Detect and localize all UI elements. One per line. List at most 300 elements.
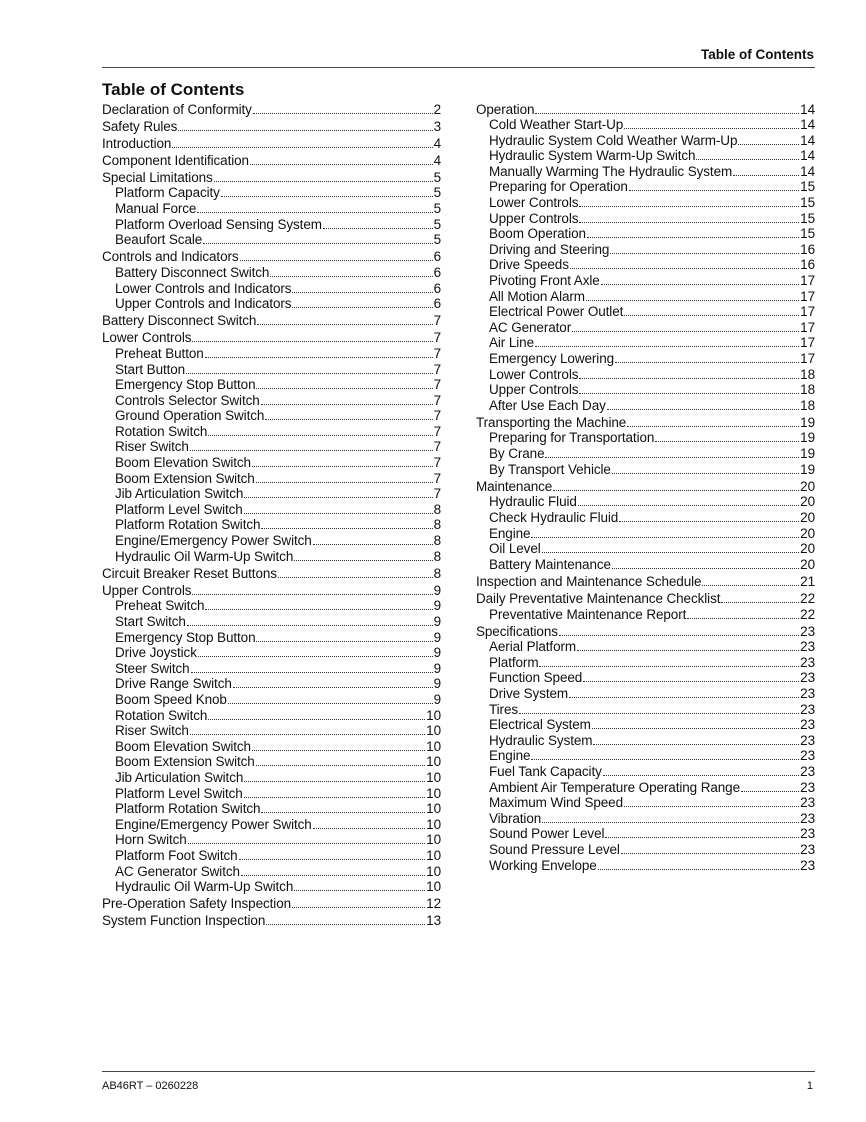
toc-entry-page: 9 xyxy=(433,691,441,707)
toc-entry-page: 9 xyxy=(433,629,441,645)
toc-entry[interactable] xyxy=(102,119,441,135)
toc-entry-page: 9 xyxy=(433,614,441,629)
toc-subentry[interactable] xyxy=(476,541,815,557)
dot-leader xyxy=(292,906,425,908)
toc-entry-page: 9 xyxy=(433,598,441,614)
dot-leader xyxy=(531,758,799,760)
dot-leader xyxy=(208,718,425,720)
toc-entry-page: 5 xyxy=(433,216,441,232)
toc-subentry[interactable] xyxy=(102,377,441,393)
dot-leader xyxy=(535,345,799,347)
toc-entry-label: Function Speed xyxy=(489,670,583,686)
dot-leader xyxy=(313,827,425,829)
toc-entry-label: Inspection and Maintenance Schedule xyxy=(476,573,702,589)
toc-entry-page: 17 xyxy=(800,335,815,351)
toc-entry-label: Hydraulic System xyxy=(489,732,593,748)
toc-entry-page: 6 xyxy=(433,264,441,280)
toc-entry-label: Drive Speeds xyxy=(489,257,569,273)
toc-entry-page: 10 xyxy=(426,832,441,848)
toc-entry-page: 23 xyxy=(800,779,815,795)
dot-leader xyxy=(292,291,432,293)
toc-entry[interactable] xyxy=(102,583,441,599)
toc-entry[interactable] xyxy=(102,913,441,929)
toc-subentry[interactable] xyxy=(102,879,441,895)
toc-entry[interactable] xyxy=(102,896,441,912)
toc-entry-label: Hydraulic Oil Warm-Up Switch xyxy=(115,548,294,564)
dot-leader xyxy=(592,727,799,729)
toc-entry-label: Emergency Stop Button xyxy=(115,377,256,393)
toc-subentry[interactable] xyxy=(102,296,441,312)
toc-subentry[interactable] xyxy=(102,408,441,424)
toc-entry-page: 7 xyxy=(433,361,441,377)
toc-subentry[interactable] xyxy=(476,133,815,149)
toc-subentry[interactable] xyxy=(476,117,815,133)
dot-leader xyxy=(624,314,799,316)
toc-subentry[interactable] xyxy=(476,607,815,623)
toc-subentry[interactable] xyxy=(102,754,441,770)
toc-entry[interactable] xyxy=(102,330,441,346)
toc-entry-page: 4 xyxy=(433,152,441,168)
toc-entry-label: Horn Switch xyxy=(115,832,187,848)
header-rule xyxy=(102,67,815,68)
toc-subentry[interactable] xyxy=(102,598,441,614)
dot-leader xyxy=(624,805,799,807)
toc-entry[interactable] xyxy=(476,415,815,431)
toc-entry-page: 15 xyxy=(800,210,815,226)
toc-subentry[interactable] xyxy=(476,382,815,398)
toc-entry-label: Pre-Operation Safety Inspection xyxy=(102,896,292,912)
toc-entry-label: Cold Weather Start-Up xyxy=(489,117,624,133)
toc-entry-label: Battery Disconnect Switch xyxy=(115,264,270,280)
toc-entry-label: After Use Each Day xyxy=(489,397,606,413)
toc-subentry[interactable] xyxy=(476,842,815,858)
toc-subentry[interactable] xyxy=(476,273,815,289)
dot-leader xyxy=(579,377,799,379)
toc-subentry[interactable] xyxy=(476,148,815,164)
toc-entry[interactable] xyxy=(476,102,815,118)
toc-subentry[interactable] xyxy=(102,848,441,864)
toc-subentry[interactable] xyxy=(102,362,441,378)
toc-entry-page: 10 xyxy=(426,785,441,801)
dot-leader xyxy=(579,221,799,223)
dot-leader xyxy=(188,842,425,844)
toc-subentry[interactable] xyxy=(102,832,441,848)
dot-leader xyxy=(208,434,432,436)
toc-subentry[interactable] xyxy=(476,702,815,718)
toc-entry-page: 6 xyxy=(433,280,441,296)
toc-subentry[interactable] xyxy=(102,817,441,833)
toc-subentry[interactable] xyxy=(476,289,815,305)
toc-entry-label: Declaration of Conformity xyxy=(102,101,252,117)
dot-leader xyxy=(256,481,433,483)
toc-subentry[interactable] xyxy=(476,430,815,446)
toc-entry-label: Controls Selector Switch xyxy=(115,392,260,408)
dot-leader xyxy=(702,584,799,586)
toc-entry-page: 23 xyxy=(800,857,815,873)
toc-entry-page: 13 xyxy=(426,913,441,929)
toc-entry-page: 20 xyxy=(800,525,815,541)
toc-entry-label: Riser Switch xyxy=(115,439,189,455)
dot-leader xyxy=(531,536,799,538)
toc-entry-label: Daily Preventative Maintenance Checklist xyxy=(476,590,721,606)
dot-leader xyxy=(178,129,432,131)
toc-entry-label: Circuit Breaker Reset Buttons xyxy=(102,565,277,581)
dot-leader xyxy=(270,275,432,277)
toc-entry-label: Hydraulic Fluid xyxy=(489,494,577,510)
running-header-title: Table of Contents xyxy=(701,47,814,62)
toc-subentry[interactable] xyxy=(102,864,441,880)
toc-subentry[interactable] xyxy=(102,723,441,739)
toc-subentry[interactable] xyxy=(102,281,441,297)
toc-entry[interactable] xyxy=(476,479,815,495)
toc-subentry[interactable] xyxy=(102,549,441,565)
dot-leader xyxy=(239,858,426,860)
toc-subentry[interactable] xyxy=(476,179,815,195)
dot-leader xyxy=(586,299,799,301)
dot-leader xyxy=(252,749,425,751)
toc-subentry[interactable] xyxy=(476,686,815,702)
dot-leader xyxy=(233,686,433,688)
toc-entry-page: 5 xyxy=(433,232,441,248)
toc-entry-label: Manually Warming The Hydraulic System xyxy=(489,163,733,179)
dot-leader xyxy=(598,868,799,870)
toc-entry-label: Lower Controls xyxy=(102,330,192,346)
toc-entry-label: Start Switch xyxy=(115,614,186,629)
toc-subentry[interactable] xyxy=(102,471,441,487)
toc-entry[interactable] xyxy=(102,249,441,265)
toc-entry-page: 23 xyxy=(800,717,815,733)
toc-entry-label: Electrical Power Outlet xyxy=(489,304,624,320)
toc-entry-label: Boom Extension Switch xyxy=(115,754,255,770)
toc-entry-page: 10 xyxy=(426,769,441,785)
toc-subentry[interactable] xyxy=(102,201,441,217)
toc-entry-page: 3 xyxy=(433,118,441,134)
toc-subentry[interactable] xyxy=(476,717,815,733)
toc-subentry[interactable] xyxy=(476,398,815,414)
dot-leader xyxy=(559,634,799,636)
toc-entry-page: 9 xyxy=(433,660,441,676)
dot-leader xyxy=(197,211,432,213)
dot-leader xyxy=(733,174,799,176)
toc-entry-label: System Function Inspection xyxy=(102,913,266,929)
toc-subentry[interactable] xyxy=(102,185,441,201)
toc-subentry[interactable] xyxy=(476,733,815,749)
toc-subentry[interactable] xyxy=(476,748,815,764)
toc-subentry[interactable] xyxy=(102,393,441,409)
dot-leader xyxy=(253,112,433,114)
dot-leader xyxy=(605,836,799,838)
toc-entry-page: 15 xyxy=(800,226,815,242)
toc-entry-page: 18 xyxy=(800,382,815,398)
toc-entry-page: 18 xyxy=(800,366,815,382)
toc-entry-label: Engine xyxy=(489,748,531,764)
dot-leader xyxy=(244,796,425,798)
toc-entry-page: 23 xyxy=(800,810,815,826)
toc-entry-label: By Crane xyxy=(489,446,545,462)
toc-subentry[interactable] xyxy=(476,811,815,827)
toc-subentry[interactable] xyxy=(102,232,441,248)
toc-entry[interactable] xyxy=(102,102,441,118)
toc-entry-label: Engine/Emergency Power Switch xyxy=(115,533,312,549)
toc-entry-label: Vibration xyxy=(489,810,542,826)
footer-page-number: 1 xyxy=(806,1080,813,1092)
toc-entry-label: Controls and Indicators xyxy=(102,249,239,265)
toc-entry-page: 17 xyxy=(800,273,815,289)
toc-subentry[interactable] xyxy=(102,630,441,646)
toc-subentry[interactable] xyxy=(102,770,441,786)
toc-entry-label: Engine/Emergency Power Switch xyxy=(115,816,312,832)
toc-entry-label: Hydraulic System Cold Weather Warm-Up xyxy=(489,132,738,148)
toc-subentry[interactable] xyxy=(102,786,441,802)
toc-entry-page: 7 xyxy=(433,377,441,393)
toc-entry-page: 10 xyxy=(426,723,441,739)
toc-entry-label: Upper Controls and Indicators xyxy=(115,296,292,312)
toc-entry-page: 23 xyxy=(800,763,815,779)
toc-subentry[interactable] xyxy=(102,439,441,455)
dot-leader xyxy=(241,874,425,876)
toc-subentry[interactable] xyxy=(476,446,815,462)
toc-subentry[interactable] xyxy=(476,557,815,573)
toc-subentry[interactable] xyxy=(102,265,441,281)
toc-entry[interactable] xyxy=(476,624,815,640)
toc-entry-page: 19 xyxy=(800,461,815,477)
toc-entry-label: Preparing for Transportation xyxy=(489,430,655,446)
toc-entry-label: Upper Controls xyxy=(489,382,579,398)
dot-leader xyxy=(603,774,799,776)
toc-entry-page: 20 xyxy=(800,541,815,557)
dot-leader xyxy=(545,456,799,458)
toc-subentry[interactable] xyxy=(476,304,815,320)
toc-subentry[interactable] xyxy=(476,335,815,351)
dot-leader xyxy=(294,889,425,891)
dot-leader xyxy=(572,330,799,332)
toc-entry-page: 19 xyxy=(800,430,815,446)
toc-entry[interactable] xyxy=(102,313,441,329)
toc-entry-label: Lower Controls xyxy=(489,366,579,382)
toc-subentry[interactable] xyxy=(476,367,815,383)
dot-leader xyxy=(252,465,433,467)
toc-entry-page: 23 xyxy=(800,748,815,764)
toc-subentry[interactable] xyxy=(102,645,441,661)
dot-leader xyxy=(579,392,799,394)
dot-leader xyxy=(627,425,799,427)
toc-entry-label: Riser Switch xyxy=(115,723,189,739)
dot-leader xyxy=(624,127,799,129)
dot-leader xyxy=(192,340,432,342)
toc-entry-label: Check Hydraulic Fluid xyxy=(489,509,619,525)
dot-leader xyxy=(240,259,433,261)
toc-entry-label: Specifications xyxy=(476,623,558,639)
toc-subentry[interactable] xyxy=(102,486,441,502)
toc-entry-page: 23 xyxy=(800,841,815,857)
toc-subentry[interactable] xyxy=(476,164,815,180)
toc-subentry[interactable] xyxy=(102,533,441,549)
toc-entry-label: Hydraulic Oil Warm-Up Switch xyxy=(115,879,294,895)
toc-subentry[interactable] xyxy=(476,226,815,242)
dot-leader xyxy=(187,624,433,626)
toc-entry-label: Jib Articulation Switch xyxy=(115,769,244,785)
toc-entry-page: 7 xyxy=(433,330,441,346)
toc-entry-page: 7 xyxy=(433,345,441,361)
toc-subentry[interactable] xyxy=(476,351,815,367)
toc-subentry[interactable] xyxy=(476,780,815,796)
toc-subentry[interactable] xyxy=(102,801,441,817)
dot-leader xyxy=(323,227,433,229)
toc-entry-page: 8 xyxy=(433,548,441,564)
dot-leader xyxy=(221,195,433,197)
toc-subentry[interactable] xyxy=(102,455,441,471)
toc-entry-page: 5 xyxy=(433,201,441,217)
dot-leader xyxy=(313,543,433,545)
toc-subentry[interactable] xyxy=(102,614,441,630)
toc-entry-label: Battery Disconnect Switch xyxy=(102,313,257,329)
toc-entry-page: 7 xyxy=(433,423,441,439)
toc-entry-page: 8 xyxy=(433,533,441,549)
toc-subentry[interactable] xyxy=(476,826,815,842)
toc-entry[interactable] xyxy=(102,153,441,169)
toc-entry-label: Transporting the Machine xyxy=(476,414,627,430)
toc-entry-page: 22 xyxy=(800,606,815,622)
dot-leader xyxy=(612,567,799,569)
dot-leader xyxy=(266,923,425,925)
toc-entry-page: 2 xyxy=(433,101,441,117)
toc-subentry[interactable] xyxy=(476,639,815,655)
footer-doc-id: AB46RT – 0260228 xyxy=(102,1080,199,1092)
toc-subentry[interactable] xyxy=(102,346,441,362)
toc-entry[interactable] xyxy=(102,136,441,152)
toc-entry-label: Driving and Steering xyxy=(489,241,610,257)
toc-entry-page: 14 xyxy=(800,163,815,179)
toc-subentry[interactable] xyxy=(476,257,815,273)
toc-subentry[interactable] xyxy=(102,708,441,724)
dot-leader xyxy=(570,267,799,269)
toc-entry-page: 19 xyxy=(800,446,815,462)
toc-subentry[interactable] xyxy=(476,211,815,227)
toc-subentry[interactable] xyxy=(102,661,441,677)
toc-entry-label: Lower Controls xyxy=(489,195,579,211)
toc-entry-label: Boom Operation xyxy=(489,226,586,242)
toc-entry-page: 7 xyxy=(433,392,441,408)
toc-entry-page: 23 xyxy=(800,639,815,655)
toc-entry-page: 23 xyxy=(800,732,815,748)
toc-entry-page: 14 xyxy=(800,148,815,164)
toc-entry-page: 7 xyxy=(433,455,441,471)
toc-entry-page: 15 xyxy=(800,195,815,211)
toc-entry-page: 20 xyxy=(800,556,815,572)
dot-leader xyxy=(214,180,433,182)
toc-entry-label: Safety Rules xyxy=(102,118,178,134)
dot-leader xyxy=(256,764,425,766)
toc-subentry[interactable] xyxy=(102,217,441,233)
toc-entry-page: 10 xyxy=(426,863,441,879)
toc-subentry[interactable] xyxy=(476,462,815,478)
toc-entry-page: 17 xyxy=(800,304,815,320)
dot-leader xyxy=(741,790,799,792)
toc-subentry[interactable] xyxy=(102,739,441,755)
toc-entry-page: 9 xyxy=(433,582,441,598)
toc-subentry[interactable] xyxy=(476,858,815,874)
toc-left-column xyxy=(102,100,441,929)
dot-leader xyxy=(587,236,799,238)
toc-subentry[interactable] xyxy=(476,655,815,671)
toc-entry-page: 10 xyxy=(426,754,441,770)
toc-subentry[interactable] xyxy=(476,510,815,526)
toc-entry-label: Electrical System xyxy=(489,717,591,733)
dot-leader xyxy=(539,665,799,667)
toc-entry[interactable] xyxy=(476,591,815,607)
toc-right-column xyxy=(476,100,815,873)
toc-entry-page: 8 xyxy=(433,565,441,581)
dot-leader xyxy=(535,112,799,114)
toc-subentry[interactable] xyxy=(102,517,441,533)
toc-entry-label: All Motion Alarm xyxy=(489,288,585,304)
toc-entry-page: 8 xyxy=(433,517,441,533)
toc-subentry[interactable] xyxy=(476,494,815,510)
toc-entry-page: 19 xyxy=(800,414,815,430)
toc-entry-label: Drive Range Switch xyxy=(115,676,232,692)
toc-entry[interactable] xyxy=(102,566,441,582)
toc-subentry[interactable] xyxy=(102,692,441,708)
dot-leader xyxy=(261,811,425,813)
toc-entry-label: Preheat Button xyxy=(115,345,204,361)
toc-subentry[interactable] xyxy=(476,764,815,780)
toc-entry[interactable] xyxy=(102,170,441,186)
dot-leader xyxy=(579,205,799,207)
toc-entry-page: 10 xyxy=(426,816,441,832)
toc-subentry[interactable] xyxy=(476,195,815,211)
dot-leader xyxy=(696,158,799,160)
page-title: Table of Contents xyxy=(102,80,245,99)
toc-subentry[interactable] xyxy=(102,424,441,440)
toc-entry-page: 17 xyxy=(800,351,815,366)
toc-subentry[interactable] xyxy=(476,526,815,542)
dot-leader xyxy=(190,733,425,735)
dot-leader xyxy=(542,821,799,823)
dot-leader xyxy=(542,551,800,553)
toc-entry-page: 7 xyxy=(433,313,441,329)
toc-entry-label: Steer Switch xyxy=(115,660,190,676)
dot-leader xyxy=(607,408,799,410)
toc-entry-page: 23 xyxy=(800,685,815,701)
toc-subentry[interactable] xyxy=(476,242,815,258)
toc-subentry[interactable] xyxy=(102,502,441,518)
toc-subentry[interactable] xyxy=(476,795,815,811)
toc-subentry[interactable] xyxy=(476,320,815,336)
toc-entry-label: Sound Pressure Level xyxy=(489,841,620,857)
toc-entry-page: 21 xyxy=(800,573,815,589)
toc-entry-label: Beaufort Scale xyxy=(115,232,203,248)
toc-entry[interactable] xyxy=(476,574,815,590)
dot-leader xyxy=(619,520,799,522)
toc-subentry[interactable] xyxy=(476,670,815,686)
dot-leader xyxy=(578,504,799,506)
dot-leader xyxy=(191,671,433,673)
toc-subentry[interactable] xyxy=(102,676,441,692)
dot-leader xyxy=(261,403,433,405)
toc-entry-label: Battery Maintenance xyxy=(489,556,611,572)
dot-leader xyxy=(278,576,433,578)
toc-entry-page: 7 xyxy=(433,486,441,502)
toc-entry-page: 14 xyxy=(800,117,815,133)
dot-leader xyxy=(190,449,433,451)
dot-leader xyxy=(250,163,433,165)
dot-leader xyxy=(265,418,432,420)
toc-entry-page: 17 xyxy=(800,319,815,335)
toc-entry-page: 9 xyxy=(433,676,441,692)
toc-entry-page: 15 xyxy=(800,179,815,195)
toc-entry-page: 6 xyxy=(433,249,441,265)
toc-entry-label: Platform Level Switch xyxy=(115,501,243,517)
